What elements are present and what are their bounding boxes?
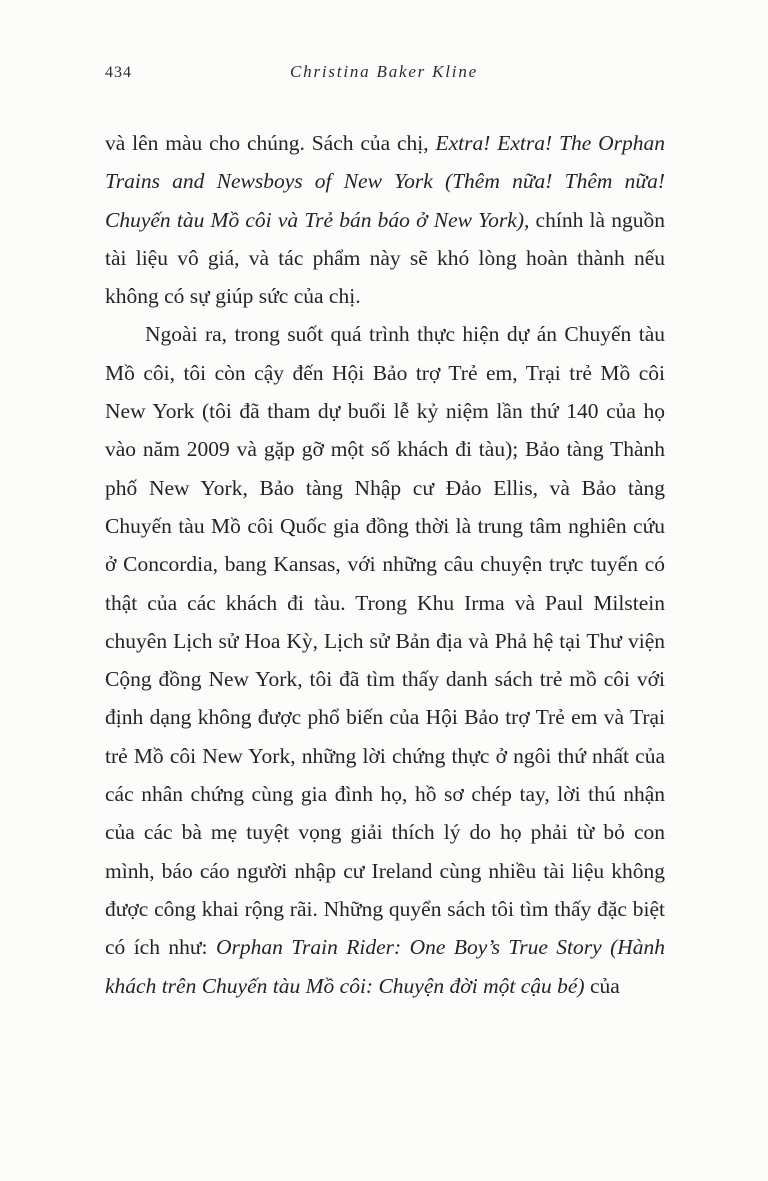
page-header: [105, 62, 663, 86]
paragraph: [105, 124, 665, 315]
text-run: của: [584, 973, 620, 998]
text-run-book-title: Orphan Train Rider: One Boy’s True Story (Hành khách trên Chuyến tàu Mồ côi: Chuyện đời một cậu bé): [105, 935, 666, 998]
text-run: Ngoài ra, trong suốt quá trình thực hiện dự án Chuyến tàu Mồ côi, tôi còn cậy đến Hội Bảo trợ Trẻ em, Trại trẻ Mồ côi New York (tôi đã tham dự buổi lễ kỷ niệm lần thứ 140 của họ vào năm 2009 và gặp gỡ một số khách đi tàu); Bảo tàng Thành phố New York, Bảo tàng Nhập cư Đảo Ellis, và Bảo tàng Chuyến tàu Mồ côi Quốc gia đồng thời là trung tâm nghiên cứu ở Concordia, bang Kansas, với những câu chuyện trực tuyến có thật của các khách đi tàu. Trong Khu Irma và Paul Milstein chuyên Lịch sử Hoa Kỳ, Lịch sử Bản địa và Phả hệ tại Thư viện Cộng đồng New York, tôi đã tìm thấy danh sách trẻ mồ côi với định dạng không được phổ biến của Hội Bảo trợ Trẻ em và Trại trẻ Mồ côi New York, những lời chứng thực ở ngôi thứ nhất của các nhân chứng cùng gia đình họ, hồ sơ chép tay, lời thú nhận của các bà mẹ tuyệt vọng giải thích lý do họ phải từ bỏ con mình, báo cáo người nhập cư Ireland cùng nhiều tài liệu không được công khai rộng rãi. Những quyển sách tôi tìm thấy đặc biệt có ích như:: [105, 322, 665, 960]
text-run: và lên màu cho chúng. Sách của chị,: [105, 131, 436, 155]
text-run-book-title: Extra! Extra! The Orphan Trains and Newsboys of New York (Thêm nữa! Thêm nữa! Chuyến tàu Mồ côi và Trẻ bán báo ở New York),: [105, 131, 666, 232]
paragraph: [105, 315, 665, 1004]
page-body: [105, 124, 665, 1005]
text-run: chính là nguồn tài liệu vô giá, và tác phẩm này sẽ khó lòng hoàn thành nếu không có sự giúp sức của chị.: [105, 207, 665, 309]
running-header-author: Christina Baker Kline: [290, 62, 478, 81]
page-number: 434: [105, 64, 132, 81]
